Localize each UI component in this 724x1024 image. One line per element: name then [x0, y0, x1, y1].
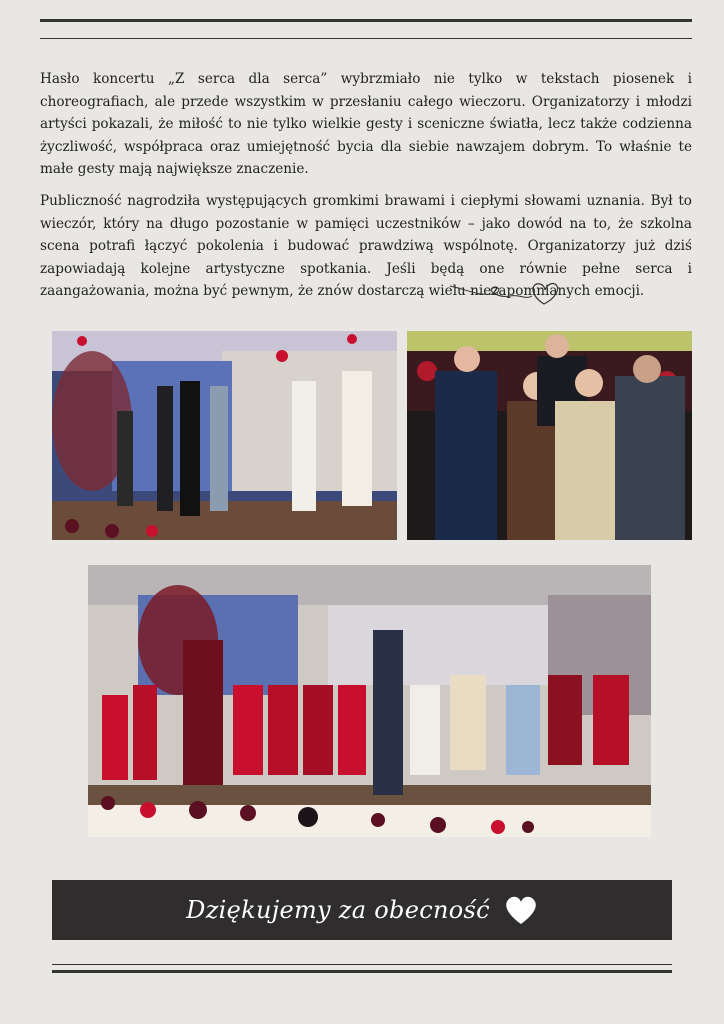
- photo-stage-performers: [52, 331, 397, 540]
- thank-you-banner: [52, 880, 672, 940]
- bottom-rule-thin: [52, 964, 672, 965]
- bottom-rule-thick: [52, 970, 672, 973]
- heart-icon: [504, 894, 538, 926]
- banner-text: Dziękujemy za obecność: [186, 896, 490, 924]
- paragraph-2: Publiczność nagrodziła występujących gromkimi brawami i ciepłymi słowami uznania. Był to wieczór, który na długo pozostanie w pamięci uczestników – jako dowód na to, że szkolna scena potrafi łączyć pokolenia i budować prawdziwą wspólnotę. Organizatorzy już dziś zapowiadają kolejne artystyczne spotkania. Jeśli będą one równie pełne serca i zaangażowania, można być pewnym, że znów dostarczą wielu niezapomnianych emocji.: [40, 193, 692, 300]
- paragraph-1: Hasło koncertu „Z serca dla serca” wybrzmiało nie tylko w tekstach piosenek i choreografiach, ale przede wszystkim w przesłaniu całego wieczoru. Organizatorzy i młodzi artyści pokazali, że miłość to nie tylko wielkie gesty i sceniczne światła, lecz także codzienna życzliwość, współpraca oraz umiejętność bycia dla siebie nawzajem dobrym. To właśnie te małe gesty mają największe znaczenie.: [40, 71, 692, 178]
- heart-squiggle-icon: [448, 276, 562, 310]
- photo-organizers-group: [407, 331, 692, 540]
- top-rule-thick: [40, 19, 692, 22]
- top-rule-thin: [40, 38, 692, 39]
- photo-children-choir: [88, 565, 651, 837]
